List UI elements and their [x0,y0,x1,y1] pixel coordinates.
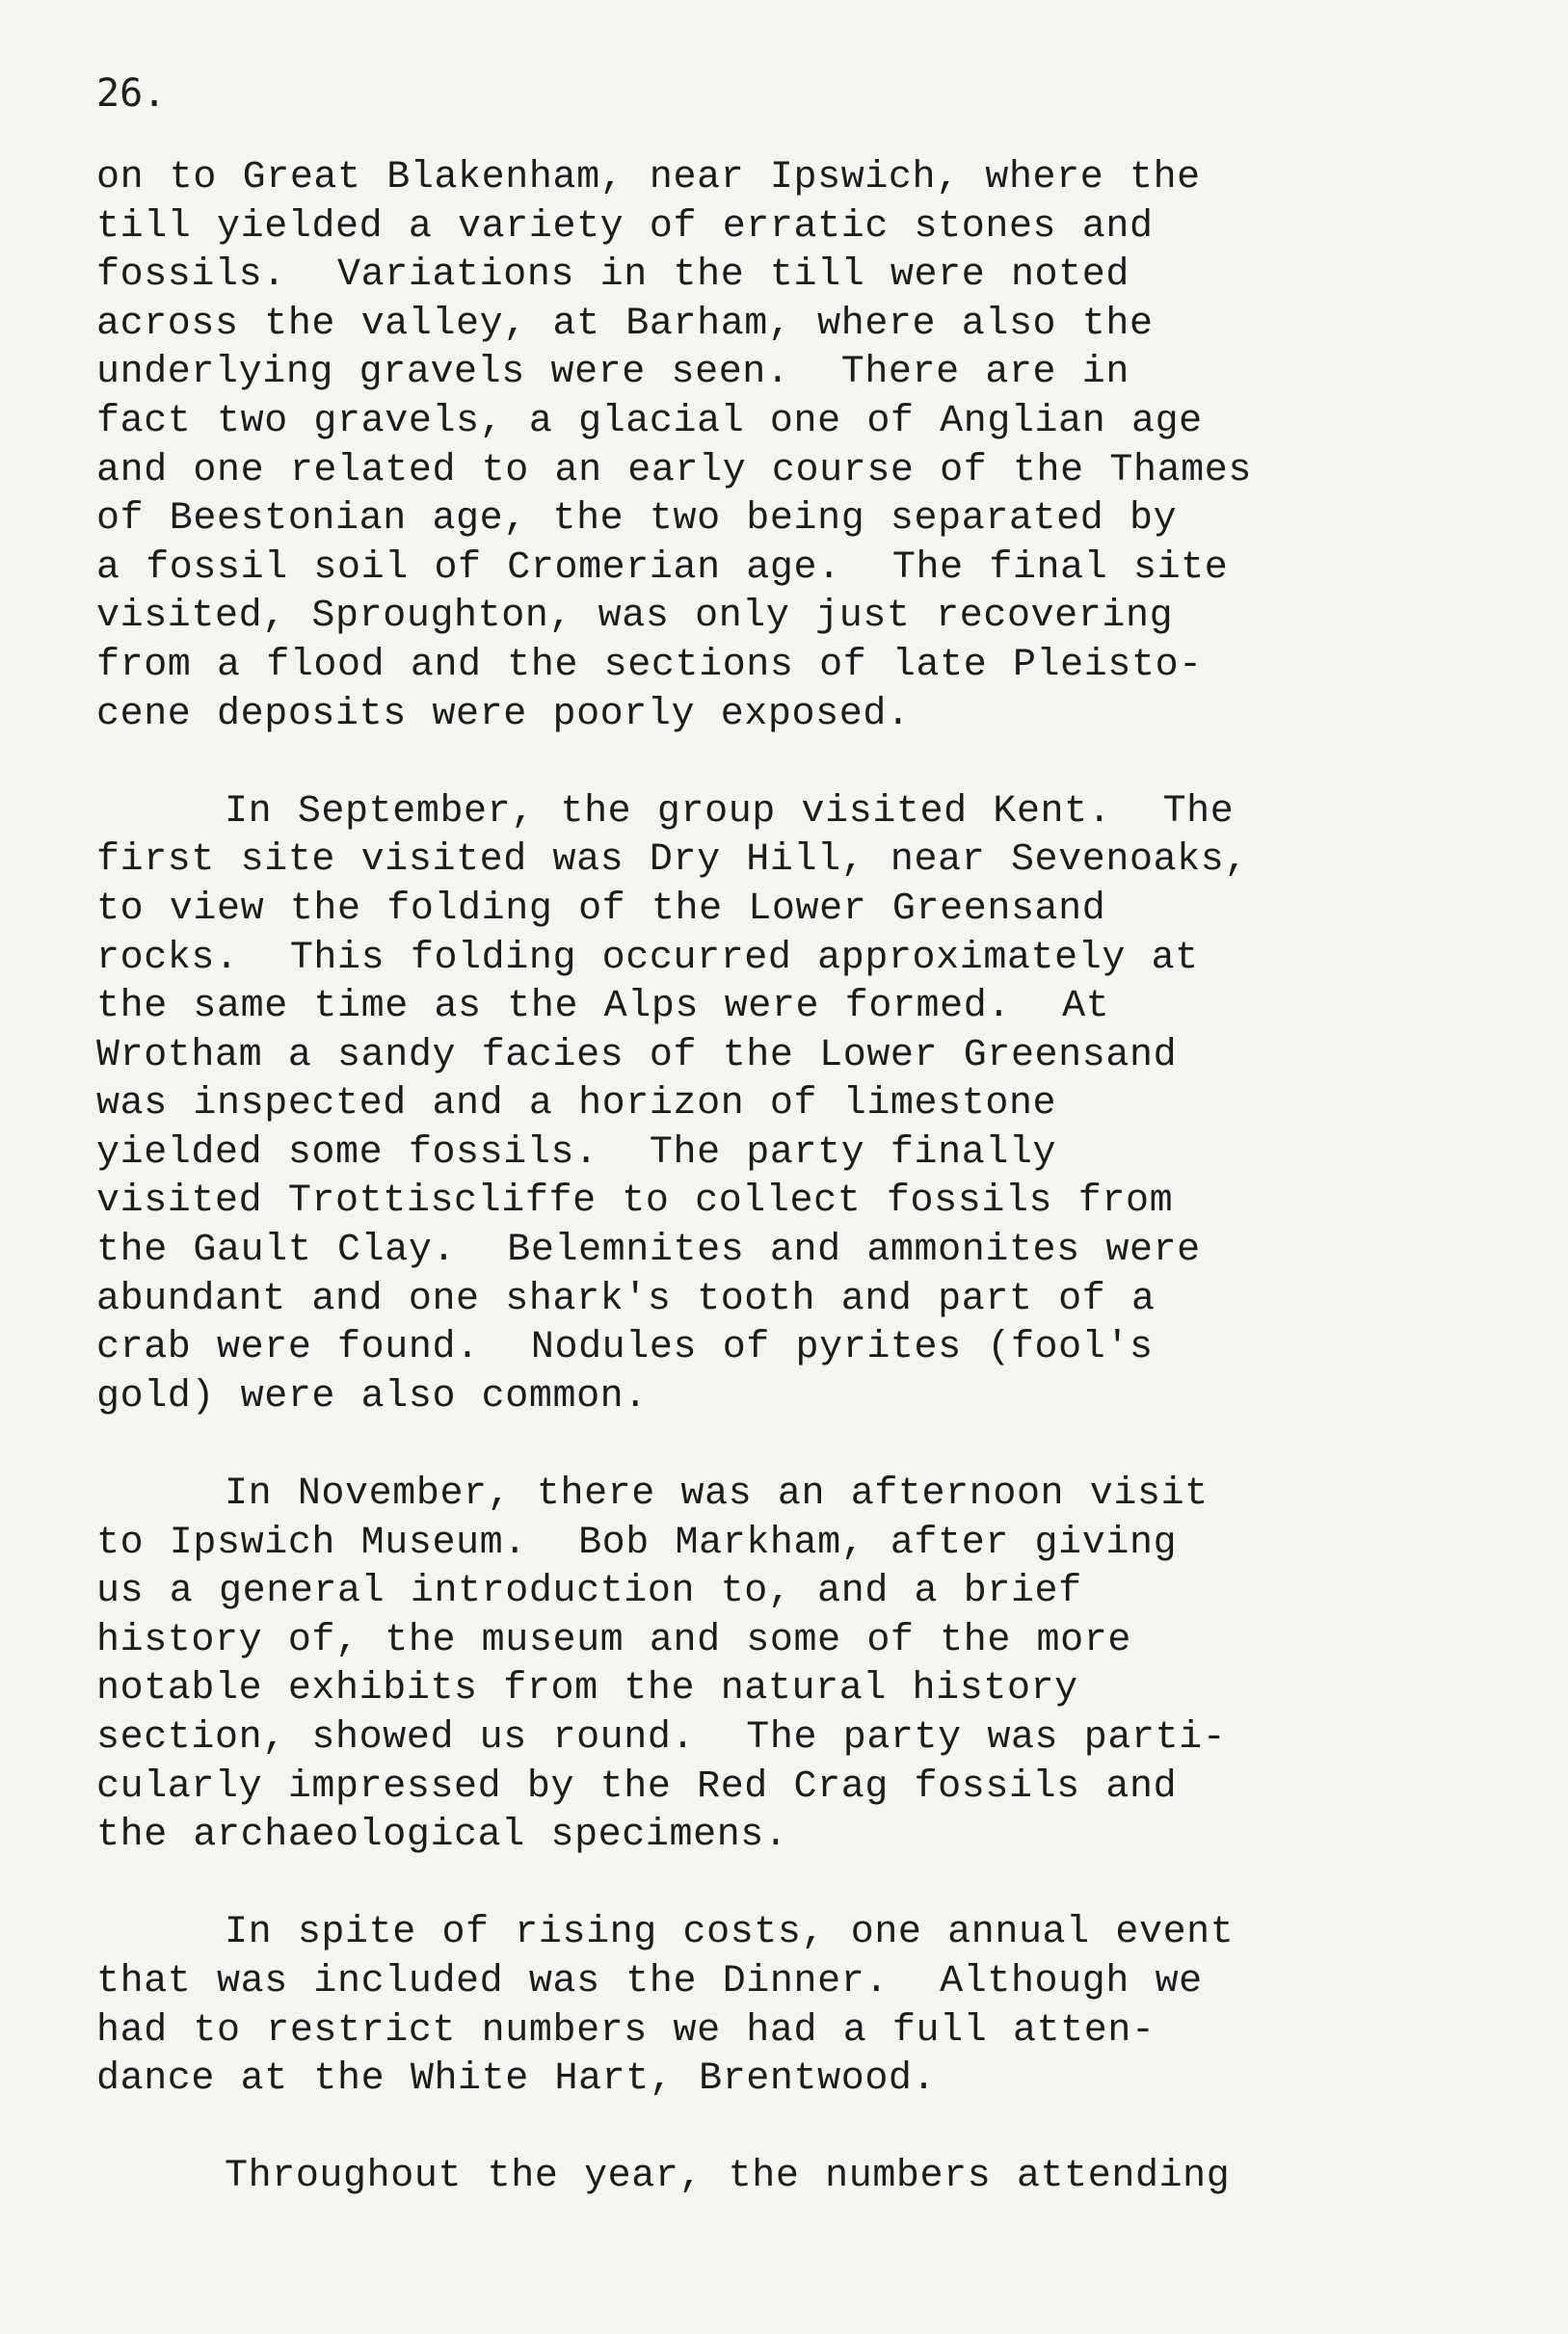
text-line: underlying gravels were seen. There are in [96,351,1129,395]
text-line: fact two gravels, a glacial one of Anglian age [96,399,1203,443]
text-line: from a flood and the sections of late Pleisto- [96,643,1203,687]
text-line: Wrotham a sandy facies of the Lower Greensand [96,1033,1178,1077]
text-line: us a general introduction to, and a brief [96,1570,1082,1614]
text-line: a fossil soil of Cromerian age. The final site [96,545,1229,590]
text-line: fossils. Variations in the till were noted [96,253,1129,298]
text-line: that was included was the Dinner. Although we [96,1959,1203,2003]
text-line: yielded some fossils. The party finally [96,1130,1057,1175]
text-line: the Gault Clay. Belemnites and ammonites were [96,1229,1201,1273]
text-line: the same time as the Alps were formed. At [96,985,1110,1029]
text-line: visited, Sproughton, was only just recovering [96,595,1174,639]
text-line: rocks. This folding occurred approximately at [96,936,1199,980]
text-line: first site visited was Dry Hill, near Sevenoaks, [96,838,1248,883]
text-line: to view the folding of the Lower Greensand [96,887,1106,931]
text-line: In November, there was an afternoon visit [96,1472,1209,1517]
text-line: the archaeological specimens. [96,1814,788,1858]
paragraph-annual-dinner [96,1909,1542,2104]
paragraph-november-museum [96,1471,1542,1861]
text-line: crab were found. Nodules of pyrites (fool's [96,1326,1154,1370]
text-line: section, showed us round. The party was parti- [96,1716,1227,1760]
text-line: on to Great Blakenham, near Ipswich, where the [96,156,1201,199]
text-line: visited Trottiscliffe to collect fossils from [96,1180,1174,1224]
text-line: to Ipswich Museum. Bob Markham, after giving [96,1521,1178,1565]
text-line: history of, the museum and some of the more [96,1618,1131,1662]
text-line: was inspected and a horizon of limestone [96,1082,1057,1127]
text-line: notable exhibits from the natural history [96,1667,1078,1711]
paragraph-september-kent [96,788,1542,1422]
text-line: In spite of rising costs, one annual event [96,1911,1235,1955]
text-line: had to restrict numbers we had a full atten- [96,2008,1156,2053]
text-line: cene deposits were poorly exposed. [96,692,911,736]
text-line: dance at the White Hart, Brentwood. [96,2057,937,2102]
text-line: across the valley, at Barham, where also the [96,302,1154,346]
text-line: and one related to an early course of the Thames [96,448,1252,492]
text-line: In September, the group visited Kent. The [96,789,1235,834]
text-line: Throughout the year, the numbers attending [96,2155,1231,2199]
page-number: 26. [96,71,167,116]
body-text [96,154,1542,2202]
text-line: abundant and one shark's tooth and part of a [96,1277,1156,1321]
text-line: cularly impressed by the Red Crag fossils and [96,1764,1178,1809]
paragraph-great-blakenham [96,154,1542,739]
text-line: till yielded a variety of erratic stones and [96,204,1154,249]
paragraph-attendance [96,2153,1542,2202]
text-line: of Beestonian age, the two being separated by [96,497,1178,542]
text-line: gold) were also common. [96,1374,648,1419]
